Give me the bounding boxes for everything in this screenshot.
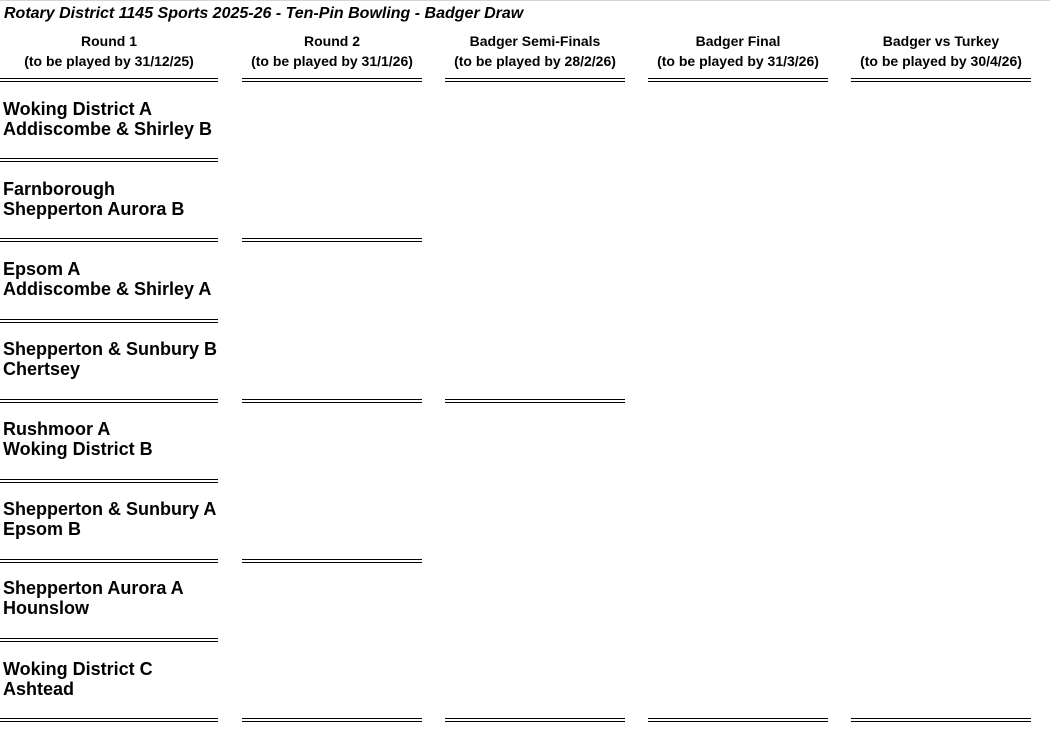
home-team: Shepperton & Sunbury B bbox=[3, 339, 218, 359]
round-1-winner-line bbox=[0, 158, 218, 162]
away-team: Shepperton Aurora B bbox=[3, 199, 185, 219]
round-1-winner-line bbox=[0, 479, 218, 483]
round-1-winner-line bbox=[0, 399, 218, 403]
match-2 bbox=[3, 179, 184, 219]
match-1 bbox=[3, 99, 212, 139]
header-underline bbox=[242, 78, 422, 82]
column-deadline: (to be played by 31/1/26) bbox=[251, 53, 413, 69]
home-team: Farnborough bbox=[3, 179, 115, 199]
top-border bbox=[0, 0, 1050, 1]
column-header-final bbox=[633, 31, 843, 71]
page-title: Rotary District 1145 Sports 2025-26 - Ten-Pin Bowling - Badger Draw bbox=[4, 5, 524, 22]
home-team: Woking District C bbox=[3, 659, 153, 679]
match-7 bbox=[3, 578, 184, 618]
column-label: Badger Semi-Finals bbox=[469, 33, 601, 49]
away-team: Addiscombe & Shirley B bbox=[3, 119, 213, 139]
badger-vs-turkey-line bbox=[851, 718, 1031, 722]
column-header-round-1 bbox=[4, 31, 214, 71]
column-deadline: (to be played by 28/2/26) bbox=[454, 53, 616, 69]
round-1-winner-line bbox=[0, 238, 218, 242]
away-team: Hounslow bbox=[3, 598, 89, 618]
away-team: Addiscombe & Shirley A bbox=[3, 279, 212, 299]
column-deadline: (to be played by 31/12/25) bbox=[24, 53, 194, 69]
round-2-winner-line bbox=[242, 559, 422, 563]
round-2-winner-line bbox=[242, 238, 422, 242]
column-header-semi-finals bbox=[430, 31, 640, 71]
header-underline bbox=[648, 78, 828, 82]
round-1-winner-line bbox=[0, 319, 218, 323]
column-label: Round 1 bbox=[81, 33, 137, 49]
column-label: Badger Final bbox=[695, 33, 781, 49]
home-team: Shepperton & Sunbury A bbox=[3, 499, 217, 519]
round-1-winner-line bbox=[0, 559, 218, 563]
column-deadline: (to be played by 30/4/26) bbox=[860, 53, 1022, 69]
match-3 bbox=[3, 259, 211, 299]
match-6 bbox=[3, 499, 216, 539]
round-1-winner-line bbox=[0, 718, 218, 722]
home-team: Woking District A bbox=[3, 99, 153, 119]
column-deadline: (to be played by 31/3/26) bbox=[657, 53, 819, 69]
header-underline bbox=[0, 78, 218, 82]
column-header-badger-vs-turkey bbox=[836, 31, 1046, 71]
column-label: Badger vs Turkey bbox=[882, 33, 1000, 49]
round-2-winner-line bbox=[242, 399, 422, 403]
column-header-round-2 bbox=[227, 31, 437, 71]
away-team: Epsom B bbox=[3, 519, 82, 539]
column-label: Round 2 bbox=[304, 33, 360, 49]
home-team: Rushmoor A bbox=[3, 419, 111, 439]
header-underline bbox=[445, 78, 625, 82]
match-4 bbox=[3, 339, 217, 379]
match-8 bbox=[3, 659, 153, 699]
header-underline bbox=[851, 78, 1031, 82]
home-team: Epsom A bbox=[3, 259, 81, 279]
semi-final-winner-line bbox=[445, 718, 625, 722]
round-1-winner-line bbox=[0, 638, 218, 642]
final-winner-line bbox=[648, 718, 828, 722]
match-5 bbox=[3, 419, 153, 459]
away-team: Chertsey bbox=[3, 359, 81, 379]
away-team: Woking District B bbox=[3, 439, 153, 459]
home-team: Shepperton Aurora A bbox=[3, 578, 184, 598]
semi-final-winner-line bbox=[445, 399, 625, 403]
round-2-winner-line bbox=[242, 718, 422, 722]
away-team: Ashtead bbox=[3, 679, 75, 699]
